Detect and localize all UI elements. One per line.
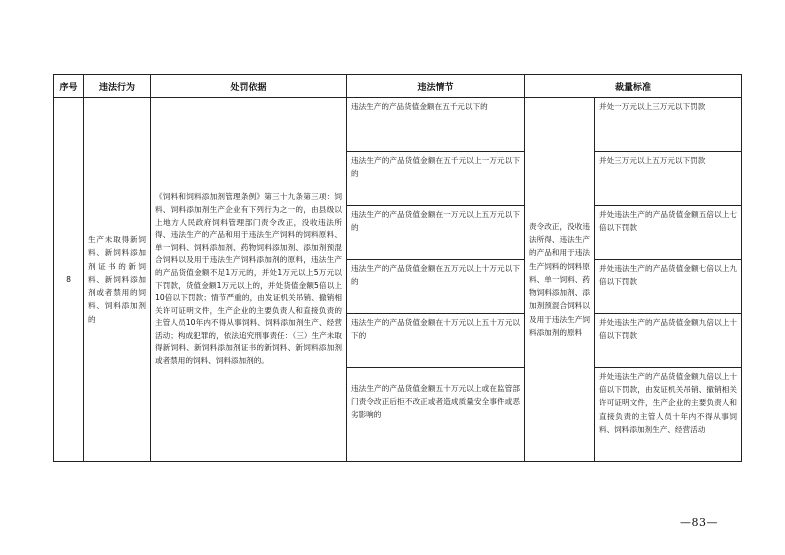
- header-number: 序号: [54, 75, 84, 98]
- standard-cell: [595, 206, 742, 260]
- page-number: —83—: [680, 516, 718, 529]
- circumstance-cell: [347, 98, 525, 152]
- common-standard-cell: [525, 98, 595, 462]
- circumstance-cell: [347, 314, 525, 368]
- header-standard: 裁量标准: [525, 75, 742, 98]
- basis-text: 《饲料和饲料添加剂管理条例》第三十九条第三项：饲料、饲料添加剂生产企业有下列行为之一的，由县级以上地方人民政府饲料管理部门责令改正，没收违法所得、违法生产的产品和用于违法生产饲料的饲料原料、单一饲料、饲料添加剂、药物饲料添加剂、添加剂预混合饲料以及用于违法生产饲料添加剂的原料，违法生产的产品货值金额不足1万元的，并处1万元以上5万元以下罚款，货值金额1万元以上的，并处货值金额5倍以上10倍以下罚款；情节严重的，由发证机关吊销、撤销相关许可证明文件，生产企业的主要负责人和直接负责的主管人员10年内不得从事饲料、饲料添加剂生产、经营活动；构成犯罪的，依法追究刑事责任：（三）生产未取得新饲料、新饲料添加剂证书的新饲料、新饲料添加剂或者禁用的饲料、饲料添加剂的。: [155, 192, 342, 366]
- violation-text: 生产未取得新饲料、新饲料添加剂证书的新饲料、新饲料添加剂或者禁用的饲料、饲料添加剂的: [88, 235, 146, 324]
- circumstance-text: 违法生产的产品货值金额在五千元以下的: [351, 102, 488, 111]
- header-row: [54, 75, 742, 98]
- standard-text: 并处三万元以上五万元以下罚款: [599, 156, 706, 165]
- row-number: [54, 98, 84, 462]
- standard-text: 并处违法生产的产品货值金额五倍以上七倍以下罚款: [599, 210, 738, 233]
- circumstance-text: 违法生产的产品货值金额在十万元以上五十万元以下的: [351, 318, 520, 341]
- standard-text: 并处一万元以上三万元以下罚款: [599, 102, 706, 111]
- circumstance-text: 违法生产的产品货值金额在一万元以上五万元以下的: [351, 210, 520, 233]
- circumstance-cell: [347, 206, 525, 260]
- circumstance-cell: [347, 260, 525, 314]
- penalty-table: [53, 74, 742, 462]
- row-number-text: 8: [66, 274, 71, 284]
- standard-cell: [595, 368, 742, 462]
- basis-cell: [151, 98, 347, 462]
- standard-cell: [595, 260, 742, 314]
- standard-text: 并处违法生产的产品货值金额九倍以上十倍以下罚款: [599, 318, 738, 341]
- circumstance-text: 违法生产的产品货值金额在五万元以上十万元以下的: [351, 264, 520, 287]
- circumstance-cell: [347, 368, 525, 462]
- header-basis: 处罚依据: [151, 75, 347, 98]
- standard-text: 并处违法生产的产品货值金额九倍以上十倍以下罚款，由发证机关吊销、撤销相关许可证明文件，生产企业的主要负责人和直接负责的主管人员十年内不得从事饲料、饲料添加剂生产、经营活动: [599, 372, 738, 434]
- header-violation: 违法行为: [84, 75, 151, 98]
- circumstance-cell: [347, 152, 525, 206]
- circumstance-text: 违法生产的产品货值金额在五千元以上一万元以下的: [351, 156, 520, 179]
- common-standard-text: 责令改正，没收违法所得、违法生产的产品和用于违法生产饲料的饲料原料、单一饲料、药物饲料添加剂、添加剂预混合饲料以及用于违法生产饲料添加剂的原料: [529, 222, 590, 337]
- standard-cell: [595, 314, 742, 368]
- standard-text: 并处违法生产的产品货值金额七倍以上九倍以下罚款: [599, 264, 738, 287]
- standard-cell: [595, 152, 742, 206]
- circumstance-text: 违法生产的产品货值金额五十万元以上或在监管部门责令改正后拒不改正或者造成质量安全事件或恶劣影响的: [351, 384, 520, 420]
- violation-cell: [84, 98, 151, 462]
- standard-cell: [595, 98, 742, 152]
- header-circumstances: 违法情节: [347, 75, 525, 98]
- table-row: [54, 98, 742, 152]
